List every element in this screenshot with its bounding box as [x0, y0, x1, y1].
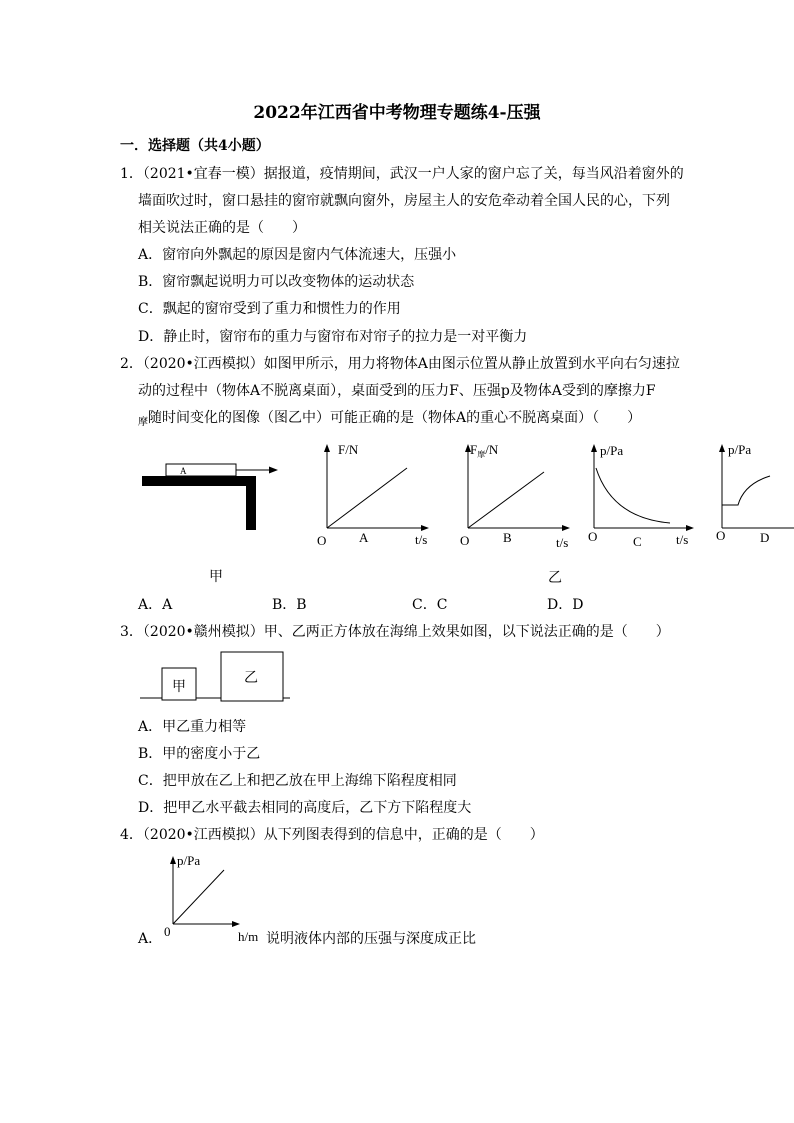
cube-yi-label: 乙: [244, 671, 258, 686]
friction-subscript: 摩: [138, 417, 148, 428]
graph-d: [704, 438, 794, 550]
page-title: 2022年江西省中考物理专题练4-压强: [253, 103, 541, 123]
q1-option-d: D．静止时，窗帘布的重力与窗帘布对帘子的拉力是一对平衡力: [138, 329, 528, 345]
q1-option-a: A．窗帘向外飘起的原因是窗内气体流速大，压强小: [138, 247, 457, 263]
q3-stem: 3．（2020•赣州模拟）甲、乙两正方体放在海绵上效果如图，以下说法正确的是（ ）: [120, 624, 670, 640]
q4-graph-y-arrow: [170, 856, 176, 864]
q4-option-a-prefix: A．: [138, 931, 163, 947]
graph-b-curve: [468, 472, 544, 528]
q3-option-a: A．甲乙重力相等: [138, 719, 247, 735]
graph-c: [578, 438, 703, 550]
table-leg: [246, 476, 256, 530]
q1-stem-line-3: 相关说法正确的是（ ）: [138, 220, 306, 236]
graph-d-name: D: [760, 530, 770, 545]
block-a-label: A: [180, 466, 187, 476]
graph-a-origin: O: [317, 533, 327, 548]
graph-c-name: C: [633, 534, 642, 549]
graph-b-name: B: [503, 530, 512, 545]
graph-c-x-arrow: [686, 525, 694, 531]
q2-stem-line-1: 2．（2020•江西模拟）如图甲所示，用力将物体A由图示位置从静止放置到水平向右匀速拉: [120, 356, 680, 372]
q2-stem-line-2: 动的过程中（物体A不脱离桌面），桌面受到的压力F、压强p及物体A受到的摩擦力F: [138, 383, 656, 399]
graph-b-ylabel-sub: 摩: [477, 450, 486, 459]
table-top: [142, 476, 256, 486]
q4-graph-xlabel: h/m: [238, 929, 259, 944]
graph-d-y-arrow: [719, 444, 725, 452]
graph-c-y-arrow: [591, 444, 597, 452]
q2-option-a: A．A: [138, 597, 173, 613]
pull-arrow-head: [269, 467, 278, 474]
q4-stem: 4．（2020•江西模拟）从下列图表得到的信息中，正确的是（ ）: [120, 827, 544, 843]
q2-stem-line-3-text: 随时间变化的图像（图乙中）可能正确的是（物体A的重心不脱离桌面）（ ）: [148, 410, 642, 426]
graph-d-origin: O: [716, 528, 726, 543]
q3-option-d: D．把甲乙水平截去相同的高度后，乙下方下陷程度大: [138, 800, 472, 816]
section-heading: 一．选择题（共4小题）: [120, 138, 270, 154]
cube-jia-label: 甲: [172, 680, 186, 695]
figure-sponge: [138, 648, 293, 706]
q4-graph-ylabel: p/Pa: [177, 853, 201, 868]
figure-jia-label: 甲: [209, 569, 223, 585]
graph-c-ylabel: p/Pa: [600, 443, 624, 458]
graph-b: [448, 438, 578, 550]
q4-graph-origin: 0: [164, 924, 171, 939]
figure-yi-label: 乙: [548, 570, 562, 586]
graph-b-ylabel-main: F: [470, 442, 478, 457]
graph-a-ylabel: F/N: [338, 442, 359, 457]
graph-b-origin: O: [460, 533, 470, 548]
graph-a-name: A: [359, 530, 369, 545]
graph-b-ylabel: [470, 442, 499, 459]
block-a: [166, 464, 236, 476]
graph-c-curve: [596, 468, 670, 523]
graph-a: [305, 438, 435, 550]
graph-b-ylabel-unit: /N: [485, 442, 499, 457]
graph-a-y-arrow: [324, 444, 330, 452]
q4-graph: [160, 848, 270, 944]
graph-b-xlabel: t/s: [556, 535, 569, 550]
q1-option-b: B．窗帘飘起说明力可以改变物体的运动状态: [138, 274, 415, 290]
graph-d-ylabel: p/Pa: [728, 442, 752, 457]
q1-stem-line-2: 墙面吹过时，窗口悬挂的窗帘就飘向窗外，房屋主人的安危牵动着全国人民的心，下列: [138, 193, 670, 209]
q2-option-b: B．B: [272, 597, 307, 613]
graph-d-curve: [722, 476, 770, 505]
figure-jia-table: [138, 455, 288, 535]
graph-c-xlabel: t/s: [676, 532, 689, 547]
q3-option-c: C．把甲放在乙上和把乙放在甲上海绵下陷程度相同: [138, 773, 457, 789]
q1-stem-line-1: 1．（2021•宜春一模）据报道，疫情期间，武汉一户人家的窗户忘了关，每当风沿着窗外的: [120, 166, 684, 182]
graph-a-curve: [327, 468, 407, 528]
graph-a-x-arrow: [421, 525, 429, 531]
q2-option-c: C．C: [412, 597, 448, 613]
q2-stem-line-3: [138, 407, 641, 428]
graph-b-x-arrow: [562, 525, 570, 531]
q3-option-b: B．甲的密度小于乙: [138, 746, 261, 762]
q4-option-a-text: 说明液体内部的压强与深度成正比: [266, 931, 476, 947]
q1-option-c: C．飘起的窗帘受到了重力和惯性力的作用: [138, 301, 401, 317]
q4-graph-x-arrow: [232, 921, 240, 927]
graph-a-xlabel: t/s: [415, 532, 428, 547]
graph-c-origin: O: [588, 529, 598, 544]
q2-option-d: D．D: [547, 597, 584, 613]
q4-graph-line: [173, 870, 224, 924]
